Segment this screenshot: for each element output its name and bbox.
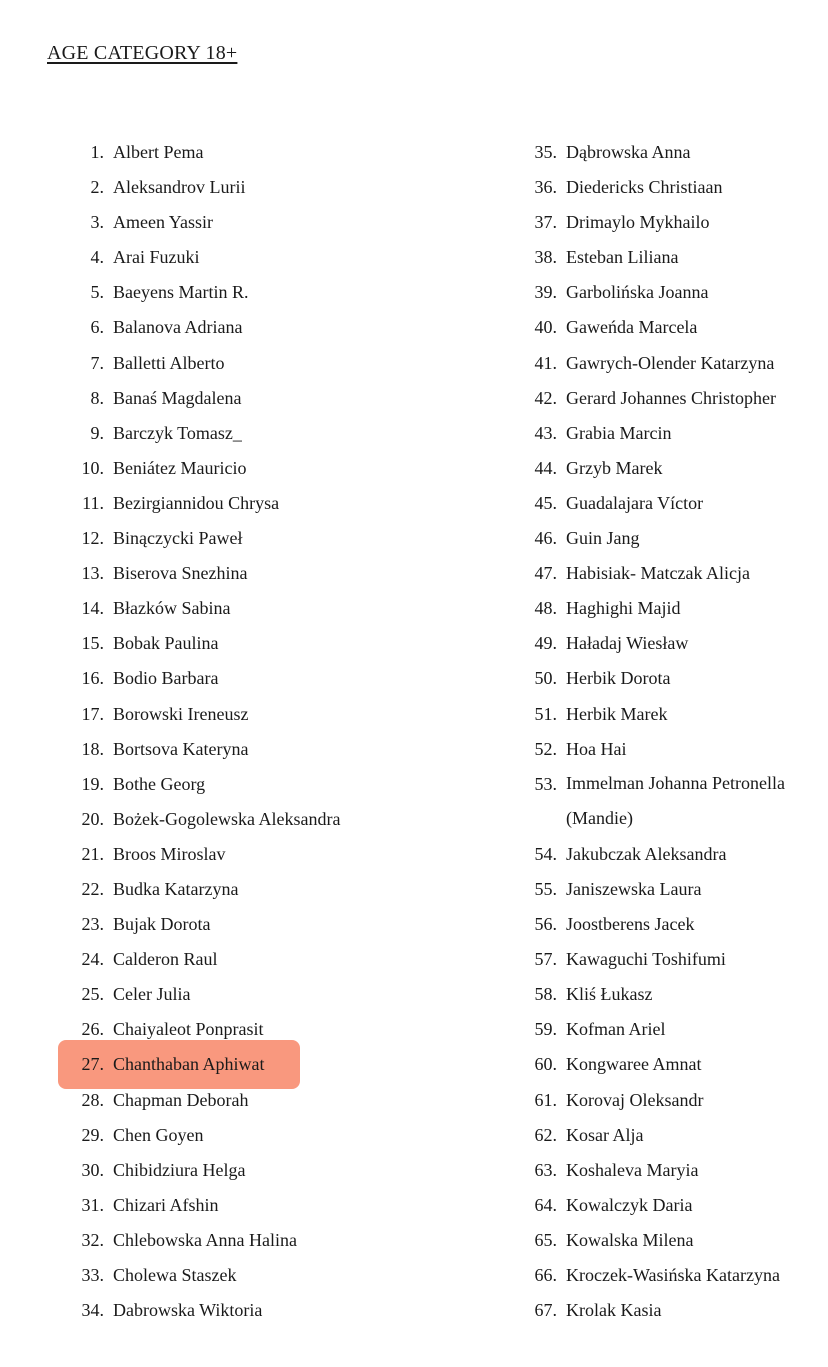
list-item-name: Kliś Łukasz: [566, 984, 653, 1005]
list-item: [60, 559, 460, 594]
list-item-number: 7.: [90, 352, 104, 373]
list-item-number: 38.: [534, 247, 557, 268]
list-item: [60, 770, 460, 805]
list-item-name: Barczyk Tomasz_: [113, 422, 242, 443]
list-item: [513, 1296, 825, 1331]
list-item-name: Bothe Georg: [113, 773, 206, 794]
list-item: [513, 384, 825, 419]
list-item-number: 28.: [81, 1089, 104, 1110]
list-item-number: 2.: [90, 177, 104, 198]
list-item-name: Borowski Ireneusz: [113, 703, 249, 724]
list-item-name: Budka Katarzyna: [113, 878, 239, 899]
list-item-name: Grabia Marcin: [566, 422, 672, 443]
list-item-name: Arai Fuzuki: [113, 247, 200, 268]
list-item-number: 19.: [81, 773, 104, 794]
list-item-name: Grzyb Marek: [566, 457, 663, 478]
list-item: [513, 1015, 825, 1050]
list-item-name: Chizari Afshin: [113, 1194, 219, 1215]
list-item: [60, 384, 460, 419]
list-item-name: Kowalska Milena: [566, 1229, 694, 1250]
list-item-name: Albert Pema: [113, 142, 204, 162]
list-item-number: 23.: [81, 914, 104, 935]
list-item-number: 67.: [534, 1300, 557, 1321]
list-item-number: 44.: [534, 457, 557, 478]
list-item-number: 3.: [90, 212, 104, 233]
list-item: [513, 945, 825, 980]
list-item-number: 51.: [534, 703, 557, 724]
list-item: [513, 980, 825, 1015]
list-item-number: 52.: [534, 738, 557, 759]
list-item-name: Kowalczyk Daria: [566, 1194, 693, 1215]
participant-list-left: [60, 138, 460, 1331]
list-item-number: 55.: [534, 878, 557, 899]
list-item: [513, 594, 825, 629]
list-item-name: Garbolińska Joanna: [566, 282, 709, 303]
list-item-name: Bortsova Kateryna: [113, 738, 249, 759]
list-item: [60, 173, 460, 208]
list-item: [513, 840, 825, 875]
list-item-name: Calderon Raul: [113, 949, 218, 970]
list-item-name: Balletti Alberto: [113, 352, 225, 373]
list-item-name: Jakubczak Aleksandra: [566, 843, 727, 864]
list-item: [513, 278, 825, 313]
list-item-number: 60.: [534, 1054, 557, 1075]
list-item: [513, 875, 825, 910]
list-item-name: Haghighi Majid: [566, 598, 681, 619]
list-item-highlighted: [60, 1050, 460, 1085]
list-item: [60, 1261, 460, 1296]
list-item-name: Biserova Snezhina: [113, 563, 248, 584]
list-item-name: Gawrych-Olender Katarzyna: [566, 352, 775, 373]
list-item: [60, 313, 460, 348]
list-item-number: 54.: [534, 843, 557, 864]
list-item-name: Bodio Barbara: [113, 668, 219, 689]
list-item-name: Broos Miroslav: [113, 843, 226, 864]
list-item: [513, 208, 825, 243]
list-item-name: Błazków Sabina: [113, 598, 231, 619]
list-item: [60, 243, 460, 278]
list-item-name: Chapman Deborah: [113, 1089, 249, 1110]
list-item: [513, 419, 825, 454]
list-item: [60, 138, 460, 173]
list-item-name: Krolak Kasia: [566, 1300, 662, 1321]
list-item-name: Beniátez Mauricio: [113, 457, 247, 478]
list-item-number: 21.: [81, 843, 104, 864]
list-item-name: Korovaj Oleksandr: [566, 1089, 704, 1110]
list-item-name: Bożek-Gogolewska Aleksandra: [113, 808, 341, 829]
list-item-number: 12.: [81, 528, 104, 549]
list-item-number: 6.: [90, 317, 104, 338]
list-item-name: Kosar Alja: [566, 1124, 644, 1145]
list-item-number: 16.: [81, 668, 104, 689]
list-item-number: 11.: [82, 492, 104, 513]
list-item-number: 36.: [534, 177, 557, 198]
list-item: [513, 1191, 825, 1226]
list-item: [513, 1086, 825, 1121]
list-item-name: Kroczek-Wasińska Katarzyna: [566, 1265, 780, 1285]
list-item: [60, 1121, 460, 1156]
list-item-name: Cholewa Staszek: [113, 1265, 237, 1285]
list-item: [60, 208, 460, 243]
list-item-name: Balanova Adriana: [113, 317, 243, 338]
list-item-name: Baeyens Martin R.: [113, 282, 249, 303]
list-item-name: Hoa Hai: [566, 738, 627, 759]
list-item: [60, 1015, 460, 1050]
list-item-name: Bobak Paulina: [113, 633, 219, 654]
list-item-name: Herbik Dorota: [566, 668, 671, 689]
list-item-name: Chlebowska Anna Halina: [113, 1229, 297, 1250]
list-item: [60, 419, 460, 454]
list-item-number: 22.: [81, 878, 104, 899]
list-item-name: Chanthaban Aphiwat: [113, 1054, 265, 1075]
list-item: [60, 805, 460, 840]
list-item-number: 17.: [81, 703, 104, 724]
list-item: [513, 1156, 825, 1191]
list-item-name: Kongwaree Amnat: [566, 1054, 702, 1075]
list-item-number: 33.: [81, 1265, 104, 1285]
list-item-name: Joostberens Jacek: [566, 914, 695, 935]
list-item: [60, 1296, 460, 1331]
list-item-number: 64.: [534, 1194, 557, 1215]
list-item-number: 15.: [81, 633, 104, 654]
list-item-number: 35.: [534, 142, 557, 162]
list-item-number: 47.: [534, 563, 557, 584]
list-item: [60, 524, 460, 559]
list-item-number: 50.: [534, 668, 557, 689]
list-item: [60, 700, 460, 735]
list-item-number: 65.: [534, 1229, 557, 1250]
list-item-number: 18.: [81, 738, 104, 759]
list-item-number: 26.: [81, 1019, 104, 1040]
list-item: [513, 664, 825, 699]
list-item: [60, 980, 460, 1015]
list-item: [60, 945, 460, 980]
page-heading: AGE CATEGORY 18+: [47, 42, 238, 64]
list-item-number: 34.: [81, 1300, 104, 1321]
list-item-number: 8.: [90, 387, 104, 408]
list-item: [60, 875, 460, 910]
list-item: [60, 489, 460, 524]
list-item-number: 56.: [534, 914, 557, 935]
list-item-number: 39.: [534, 282, 557, 303]
list-item-number: 20.: [81, 808, 104, 829]
list-item: [513, 559, 825, 594]
list-item-number: 61.: [534, 1089, 557, 1110]
list-item-name: Ameen Yassir: [113, 212, 214, 233]
list-item-name: Herbik Marek: [566, 703, 668, 724]
list-item-number: 27.: [81, 1054, 104, 1075]
list-item: [60, 910, 460, 945]
list-item: [513, 1261, 825, 1296]
list-item-number: 31.: [81, 1194, 104, 1215]
list-item-number: 46.: [534, 528, 557, 549]
list-item-number: 62.: [534, 1124, 557, 1145]
list-item-number: 41.: [534, 352, 557, 373]
list-item-name: Diedericks Christiaan: [566, 177, 723, 198]
list-item-number: 1.: [90, 142, 104, 162]
list-item-name: Banaś Magdalena: [113, 387, 242, 408]
list-item-name: Binączycki Paweł: [113, 528, 243, 549]
list-item-number: 42.: [534, 387, 557, 408]
list-item-number: 57.: [534, 949, 557, 970]
list-item: [513, 313, 825, 348]
list-item-name: Dabrowska Wiktoria: [113, 1300, 263, 1321]
list-item-number: 45.: [534, 492, 557, 513]
list-item-number: 10.: [81, 457, 104, 478]
list-item-name: Bezirgiannidou Chrysa: [113, 492, 280, 513]
list-item-name: Chibidziura Helga: [113, 1159, 246, 1180]
list-item-number: 5.: [90, 282, 104, 303]
list-item: [60, 594, 460, 629]
list-item: [513, 454, 825, 489]
list-item: [513, 910, 825, 945]
list-item: [60, 629, 460, 664]
list-item-name: Gaweńda Marcela: [566, 317, 698, 338]
list-item: [60, 1086, 460, 1121]
list-item-name: Bujak Dorota: [113, 914, 211, 935]
list-item: [513, 1050, 825, 1085]
list-item-number: 13.: [81, 563, 104, 584]
list-item-number: 30.: [81, 1159, 104, 1180]
list-item: [513, 700, 825, 735]
list-item-number: 25.: [81, 984, 104, 1005]
list-item-name: Kofman Ariel: [566, 1019, 666, 1040]
list-item: [513, 489, 825, 524]
list-item-name: Dąbrowska Anna: [566, 142, 691, 162]
list-item: [60, 349, 460, 384]
list-item-name: Immelman Johanna Petronella (Mandie): [566, 773, 785, 829]
list-item-number: 14.: [81, 598, 104, 619]
list-item: [60, 840, 460, 875]
list-item-number: 66.: [534, 1265, 557, 1285]
list-item-number: 59.: [534, 1019, 557, 1040]
list-item: [60, 1226, 460, 1261]
list-item-number: 24.: [81, 949, 104, 970]
list-item: [513, 735, 825, 770]
list-item: [513, 173, 825, 208]
list-item-number: 49.: [534, 633, 557, 654]
list-item: [513, 524, 825, 559]
list-item: [513, 770, 825, 840]
list-item-number: 32.: [81, 1229, 104, 1250]
list-item-name: Celer Julia: [113, 984, 191, 1005]
list-item: [60, 278, 460, 313]
list-item-name: Aleksandrov Lurii: [113, 177, 246, 198]
list-item-name: Haładaj Wiesław: [566, 633, 689, 654]
list-item-name: Chen Goyen: [113, 1124, 204, 1145]
list-item-name: Habisiak- Matczak Alicja: [566, 563, 750, 584]
list-item: [513, 243, 825, 278]
list-item: [60, 735, 460, 770]
list-item-name: Guin Jang: [566, 528, 640, 549]
list-item: [513, 138, 825, 173]
list-item: [513, 1121, 825, 1156]
list-item-name: Esteban Liliana: [566, 247, 679, 268]
list-item-number: 58.: [534, 984, 557, 1005]
list-item-name: Janiszewska Laura: [566, 878, 702, 899]
list-item-number: 63.: [534, 1159, 557, 1180]
list-item-name: Drimaylo Mykhailo: [566, 212, 710, 233]
list-item-number: 9.: [90, 422, 104, 443]
list-item: [513, 629, 825, 664]
list-item-name: Gerard Johannes Christopher: [566, 387, 776, 408]
list-item: [60, 1156, 460, 1191]
list-item-number: 4.: [90, 247, 104, 268]
list-item-number: 43.: [534, 422, 557, 443]
list-item: [60, 454, 460, 489]
list-item-name: Kawaguchi Toshifumi: [566, 949, 726, 970]
list-item: [513, 349, 825, 384]
participant-list-right: [513, 138, 825, 1331]
list-item-name: Koshaleva Maryia: [566, 1159, 699, 1180]
list-item-number: 48.: [534, 598, 557, 619]
list-item-number: 40.: [534, 317, 557, 338]
list-item-number: 53.: [534, 773, 557, 794]
list-item-name: Guadalajara Víctor: [566, 492, 704, 513]
list-item-name: Chaiyaleot Ponprasit: [113, 1019, 264, 1040]
list-item-number: 29.: [81, 1124, 104, 1145]
list-item: [60, 1191, 460, 1226]
list-item: [513, 1226, 825, 1261]
list-item: [60, 664, 460, 699]
list-item-number: 37.: [534, 212, 557, 233]
